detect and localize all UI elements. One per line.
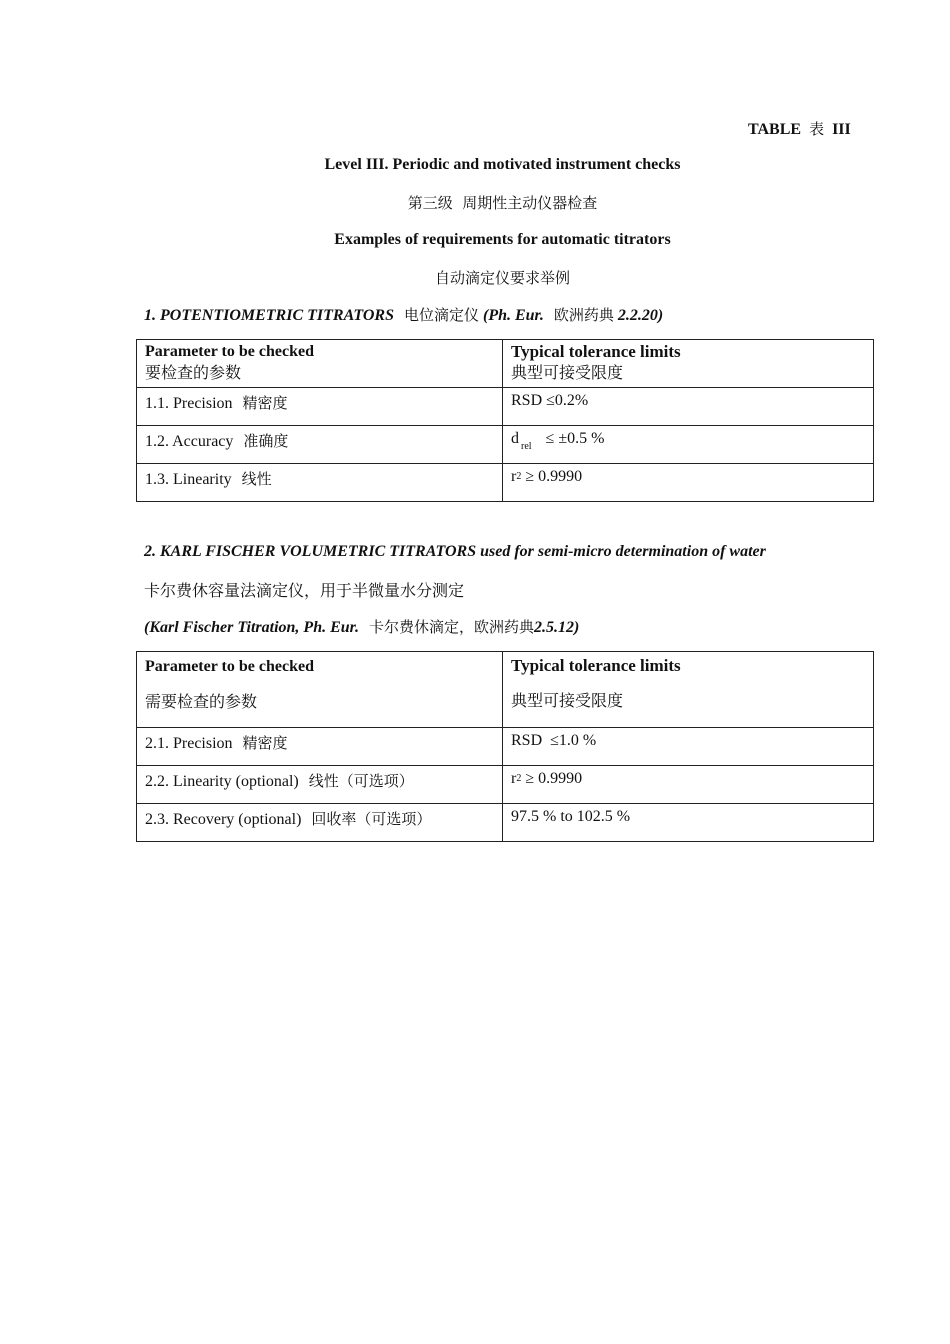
table-potentiometric xyxy=(136,339,874,502)
page-subtitle-cn: 自动滴定仪要求举例 xyxy=(434,269,570,287)
limit-value: RSD ≤0.2% xyxy=(511,392,589,409)
section2-heading: 2. KARL FISCHER VOLUMETRIC TITRATORS used for semi-micro determination of water xyxy=(144,543,766,560)
section1-ref-cn: 欧洲药典 xyxy=(553,306,614,324)
param-en: 1.3. Linearity xyxy=(145,471,232,488)
limit-sup: 2 xyxy=(516,773,522,784)
param-cell xyxy=(137,728,503,766)
table-label-en: TABLE xyxy=(748,121,802,138)
section1-ref-en: (Ph. Eur. xyxy=(482,307,544,324)
limit-cell xyxy=(503,728,874,766)
limit-value: 97.5 % to 102.5 % xyxy=(511,808,631,825)
table-row xyxy=(137,388,874,426)
header-limit-cell xyxy=(503,340,874,388)
section2-heading-cn: 卡尔费休容量法滴定仪，用于半微量水分测定 xyxy=(144,581,465,600)
table-row xyxy=(137,766,874,804)
header-limit-cn: 典型可接受限度 xyxy=(511,691,624,710)
limit-rest: ≥ 0.9990 xyxy=(525,468,583,485)
header-limit-cn: 典型可接受限度 xyxy=(511,363,624,382)
limit-sup: 2 xyxy=(516,471,522,482)
limit-main: r xyxy=(511,770,517,787)
table-header-row xyxy=(137,340,874,388)
limit-cell xyxy=(503,388,874,426)
table-row xyxy=(137,426,874,464)
limit-value: RSD ≤1.0 % xyxy=(511,732,597,749)
param-cell xyxy=(137,766,503,804)
param-cn: 线性 xyxy=(241,470,272,488)
limit-cell xyxy=(503,426,874,464)
header-param-en: Parameter to be checked xyxy=(145,658,314,675)
section2-ref-num: 2.5.12) xyxy=(534,619,580,636)
table-row xyxy=(137,464,874,502)
table-karl-fischer xyxy=(136,651,874,842)
param-cell xyxy=(137,464,503,502)
page-subtitle: Examples of requirements for automatic titrators xyxy=(334,231,671,248)
section1-heading-en: 1. POTENTIOMETRIC TITRATORS xyxy=(144,307,394,324)
limit-main: r xyxy=(511,468,517,485)
param-en: 2.3. Recovery (optional) xyxy=(145,811,302,828)
param-cn: 精密度 xyxy=(242,734,288,752)
section2-ref-cn: 卡尔费休滴定，欧洲药典 xyxy=(369,618,535,636)
param-cell xyxy=(137,804,503,842)
limit-rest: ≥ 0.9990 xyxy=(525,770,583,787)
section1-heading xyxy=(144,304,663,325)
header-param-cn: 需要检查的参数 xyxy=(145,692,258,711)
limit-rest: ≤ ±0.5 % xyxy=(545,430,605,447)
param-cn: 精密度 xyxy=(242,394,288,412)
table-label xyxy=(748,118,851,139)
page-title-cn: 第三级 周期性主动仪器检查 xyxy=(407,194,598,212)
header-param-cell xyxy=(137,340,503,388)
section1-heading-cn: 电位滴定仪 xyxy=(403,306,479,324)
header-limit-cell xyxy=(503,652,874,728)
limit-cell xyxy=(503,464,874,502)
section1-ref-num: 2.2.20) xyxy=(617,307,664,324)
limit-cell xyxy=(503,804,874,842)
limit-cell xyxy=(503,766,874,804)
limit-main: d xyxy=(511,430,519,447)
header-param-cell xyxy=(137,652,503,728)
header-param-cn: 要检查的参数 xyxy=(145,363,242,382)
param-cell xyxy=(137,426,503,464)
param-en: 2.2. Linearity (optional) xyxy=(145,773,299,790)
param-en: 2.1. Precision xyxy=(145,735,233,752)
limit-sub: rel xyxy=(521,441,532,452)
table-row xyxy=(137,804,874,842)
page-title: Level III. Periodic and motivated instrument checks xyxy=(324,156,681,173)
table-label-num: III xyxy=(832,121,851,138)
section2-ref xyxy=(144,616,579,637)
param-en: 1.2. Accuracy xyxy=(145,433,234,450)
param-cn: 回收率（可选项） xyxy=(311,810,432,828)
table-label-cn: 表 xyxy=(809,120,825,138)
param-cell xyxy=(137,388,503,426)
header-limit-en: Typical tolerance limits xyxy=(511,656,681,675)
table-header-row xyxy=(137,652,874,728)
header-param-en: Parameter to be checked xyxy=(145,343,314,360)
param-cn: 准确度 xyxy=(243,432,289,450)
param-cn: 线性（可选项） xyxy=(308,772,414,790)
header-limit-en: Typical tolerance limits xyxy=(511,342,681,361)
section2-ref-en: (Karl Fischer Titration, Ph. Eur. xyxy=(144,619,360,636)
param-en: 1.1. Precision xyxy=(145,395,233,412)
table-row xyxy=(137,728,874,766)
